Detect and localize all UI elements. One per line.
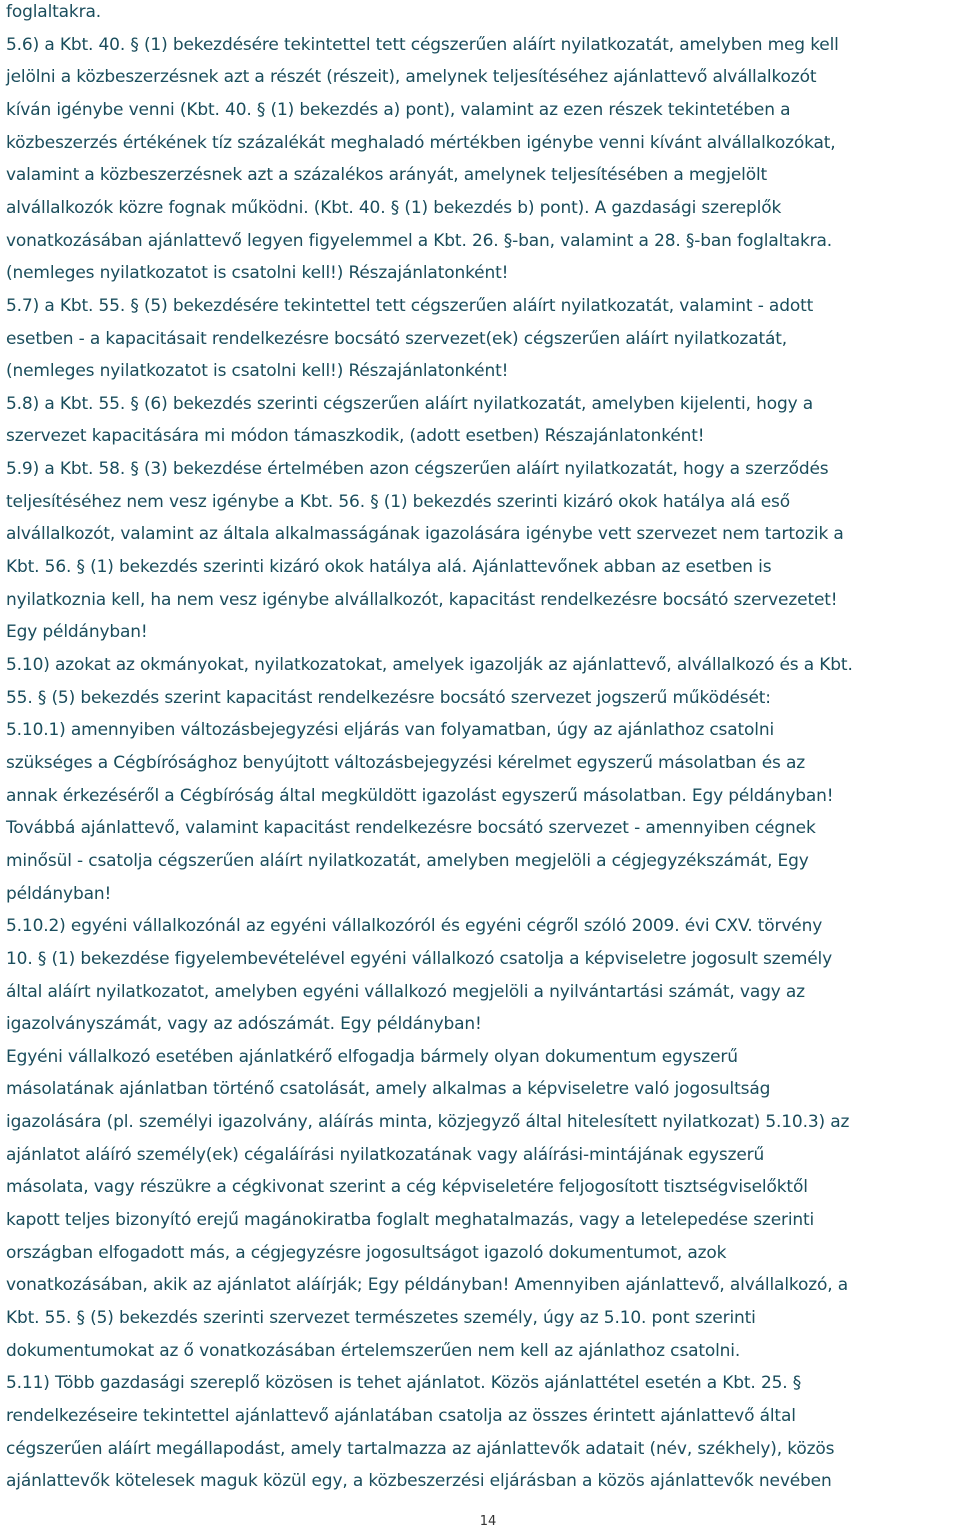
text-line: által aláírt nyilatkozatot, amelyben egyéni vállalkozó megjelöli a nyilvántartási számát, vagy az: [6, 981, 805, 1002]
text-line: kíván igénybe venni (Kbt. 40. § (1) bekezdés a) pont), valamint az ezen részek tekintetében a: [6, 99, 791, 120]
text-line: Egy példányban!: [6, 622, 148, 643]
text-line: 5.8) a Kbt. 55. § (6) bekezdés szerinti cégszerűen aláírt nyilatkozatát, amelyben kijelenti, hogy a: [6, 393, 814, 414]
text-line: Továbbá ajánlattevő, valamint kapacitást rendelkezésre bocsátó szervezet - amennyiben cégnek: [6, 818, 816, 839]
text-line: dokumentumokat az ő vonatkozásában értelemszerűen nem kell az ajánlathoz csatolni.: [6, 1340, 741, 1361]
page-number: 14: [479, 1514, 497, 1529]
text-line: 5.10) azokat az okmányokat, nyilatkozatokat, amelyek igazolják az ajánlattevő, alvállalkozó és a Kbt.: [6, 655, 853, 675]
text-line: esetben - a kapacitásait rendelkezésre bocsátó szervezet(ek) cégszerűen aláírt nyilatkozatát,: [6, 328, 788, 349]
text-line: annak érkezéséről a Cégbíróság által megküldött igazolást egyszerű másolatban. Egy példányban!: [6, 785, 834, 806]
text-line: 55. § (5) bekezdés szerint kapacitást rendelkezésre bocsátó szervezet jogszerű működését:: [6, 687, 771, 708]
text-line: 5.11) Több gazdasági szereplő közösen is tehet ajánlatot. Közös ajánlattétel esetén a Kbt. 25. §: [6, 1373, 802, 1394]
text-line: közbeszerzés értékének tíz százalékát meghaladó mértékben igénybe venni kívánt alvállalkozókat,: [6, 132, 836, 153]
text-line: valamint a közbeszerzésnek azt a százalékos arányát, amelynek teljesítésében a megjelölt: [6, 165, 768, 186]
text-line: ajánlatot aláíró személy(ek) cégaláírási nyilatkozatának vagy aláírási-mintájának egyszerű: [6, 1144, 765, 1165]
text-line: igazolványszámát, vagy az adószámát. Egy példányban!: [6, 1014, 482, 1035]
text-line: 10. § (1) bekezdése figyelembevételével egyéni vállalkozó csatolja a képviseletre jogosult személy: [6, 948, 833, 969]
text-line: nyilatkoznia kell, ha nem vesz igénybe alvállalkozót, kapacitást rendelkezésre bocsátó szervezetet!: [6, 589, 838, 610]
text-line: cégszerűen aláírt megállapodást, amely tartalmazza az ajánlattevők adatait (név, székhely), közös: [6, 1438, 835, 1459]
text-line: 5.10.2) egyéni vállalkozónál az egyéni vállalkozóról és egyéni cégről szóló 2009. évi CXV. törvény: [6, 916, 823, 937]
text-line: példányban!: [6, 883, 112, 904]
text-line: igazolására (pl. személyi igazolvány, aláírás minta, közjegyző által hitelesített nyilatkozat) 5.10.3) az: [6, 1112, 850, 1133]
text-line: (nemleges nyilatkozatot is csatolni kell!) Részajánlatonként!: [6, 361, 509, 382]
text-line: 5.7) a Kbt. 55. § (5) bekezdésére tekintettel tett cégszerűen aláírt nyilatkozatát, valamint - adott: [6, 295, 814, 316]
text-line: Kbt. 56. § (1) bekezdés szerinti kizáró okok hatálya alá. Ajánlattevőnek abban az esetben is: [6, 557, 772, 578]
text-line: másolatának ajánlatban történő csatolását, amely alkalmas a képviseletre való jogosultság: [6, 1079, 771, 1100]
text-line: minősül - csatolja cégszerűen aláírt nyilatkozatát, amelyben megjelöli a cégjegyzékszámát, Egy: [6, 850, 809, 871]
text-line: vonatkozásában ajánlattevő legyen figyelemmel a Kbt. 26. §-ban, valamint a 28. §-ban foglaltakra.: [6, 230, 833, 251]
text-line: teljesítéséhez nem vesz igénybe a Kbt. 56. § (1) bekezdés szerinti kizáró okok hatálya alá eső: [6, 491, 791, 512]
text-line: 5.6) a Kbt. 40. § (1) bekezdésére tekintettel tett cégszerűen aláírt nyilatkozatát, amelyben meg kell: [6, 34, 839, 55]
text-line: 5.10.1) amennyiben változásbejegyzési eljárás van folyamatban, úgy az ajánlathoz csatolni: [6, 720, 775, 741]
text-line: jelölni a közbeszerzésnek azt a részét (részeit), amelynek teljesítéséhez ajánlattevő alvállalkozót: [6, 67, 817, 88]
text-line: 5.9) a Kbt. 58. § (3) bekezdése értelmében azon cégszerűen aláírt nyilatkozatát, hogy a szerződés: [6, 459, 829, 480]
text-line: szervezet kapacitására mi módon támaszkodik, (adott esetben) Részajánlatonként!: [6, 426, 705, 447]
text-line: szükséges a Cégbírósághoz benyújtott változásbejegyzési kérelmet egyszerű másolatban és az: [6, 752, 806, 773]
text-line: ajánlattevők kötelesek maguk közül egy, a közbeszerzési eljárásban a közös ajánlattevők nevében: [6, 1471, 832, 1492]
text-line: alvállalkozót, valamint az általa alkalmasságának igazolására igénybe vett szervezet nem tartozik a: [6, 524, 844, 545]
text-line: kapott teljes bizonyító erejű magánokiratba foglalt meghatalmazás, vagy a letelepedése szerinti: [6, 1210, 815, 1231]
text-line: (nemleges nyilatkozatot is csatolni kell!) Részajánlatonként!: [6, 263, 509, 284]
text-line: országban elfogadott más, a cégjegyzésre jogosultságot igazoló dokumentumot, azok: [6, 1242, 727, 1263]
text-line: alvállalkozók közre fognak működni. (Kbt. 40. § (1) bekezdés b) pont). A gazdasági szereplők: [6, 197, 782, 218]
text-line: másolata, vagy részükre a cégkivonat szerint a cég képviseletére feljogosított tisztségviselőktől: [6, 1177, 808, 1198]
text-line: vonatkozásában, akik az ajánlatot aláírják; Egy példányban! Amennyiben ajánlattevő, alvállalkozó, a: [6, 1275, 849, 1296]
text-line: foglaltakra.: [6, 2, 101, 22]
text-line: rendelkezéseire tekintettel ajánlattevő ajánlatában csatolja az összes érintett ajánlattevő által: [6, 1405, 796, 1426]
text-line: Kbt. 55. § (5) bekezdés szerinti szervezet természetes személy, úgy az 5.10. pont szerinti: [6, 1308, 756, 1328]
text-line: Egyéni vállalkozó esetében ajánlatkérő elfogadja bármely olyan dokumentum egyszerű: [6, 1046, 738, 1067]
